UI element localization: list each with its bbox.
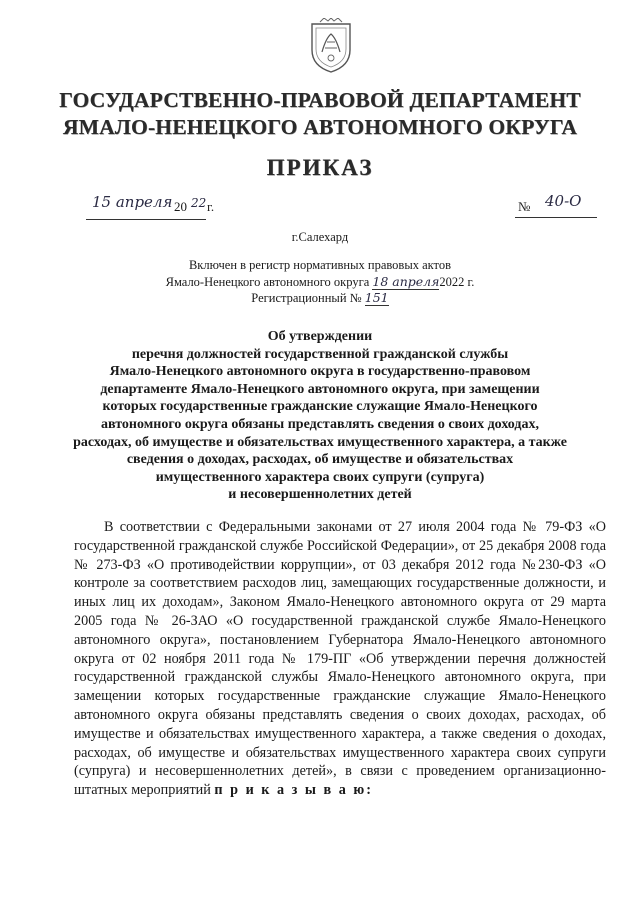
order-number-sign: № [518,199,531,214]
registration-number-label: Регистрационный № [251,291,362,305]
registration-line1: Включен в регистр нормативных правовых актов [188,258,452,272]
order-year-suffix: г. [207,199,215,214]
order-year-prefix: 20 [174,199,187,214]
city-label: г.Салехард [291,230,349,244]
subject-line: имущественного характера своих супруги (супруга) [155,469,485,485]
coat-of-arms-emblem [308,18,354,74]
registration-date-handwritten: 18 апреля [372,274,440,289]
subject-line: Об утверждении [267,329,373,344]
subject-line: сведения о доходах, расходах, об имуществе и обязательствах [126,452,514,468]
order-date-handwritten: 15 апреля [92,193,173,211]
registration-year: 2022 г. [439,275,475,289]
subject-line: расходах, об имуществе и обязательствах имущественного характера, а также [73,434,567,450]
subject-line: которых государственные гражданские служащие Ямало-Ненецкого [102,399,538,415]
order-year-handwritten: 22 [191,196,207,210]
subject-line: перечня должностей государственной гражданской службы [131,346,509,362]
department-name-line1: ГОСУДАРСТВЕННО-ПРАВОВОЙ ДЕПАРТАМЕНТ [59,88,581,112]
order-preamble [74,518,606,800]
order-directive-word: п р и к а з ы в а ю: [214,782,373,799]
registration-line2 [0,274,640,290]
order-number-handwritten: 40-О [545,192,582,210]
preamble-text: В соответствии с Федеральными законами от 27 июля 2004 года № 79-ФЗ «О государственной гражданской службе Российской Федерации», от 25 декабря 2008 года № 273-ФЗ «О противодействии коррупции», от 03 декабря 2012 года №230-ФЗ «О контроле за соответствием расходов лиц, замещающих государственные должности, и иных лиц их доходам», Законом Ямало-Ненецкого автономного округа от 29 марта 2005 года № 26-ЗАО «О государственной гражданской службе Ямало-Ненецкого автономного округа», постановлением Губернатора Ямало-Ненецкого автономного округа от 02 ноября 2011 года № 179-ПГ «Об утверждении перечня должностей государственной гражданской службы Ямало-Ненецкого автономного округа, при замещении которых государственные гражданские служащие Ямало-Ненецкого автономного округа обязаны представлять сведения о своих доходах, расходах, об имуществе и обязательствах имущественного характера, а также сведения о доходах, расходах, об имуществе и обязательствах имущественного характера своих супруги (супруга) и несовершеннолетних детей», в связи с проведением организационно-штатных мероприятий [74,519,606,799]
department-name-line2: ЯМАЛО-НЕНЕЦКОГО АВТОНОМНОГО ОКРУГА [62,115,578,139]
subject-line: автономного округа обязаны представлять сведения о своих доходах, [101,416,539,432]
document-type-heading: ПРИКАЗ [266,155,374,180]
subject-line: и несовершеннолетних детей [228,487,412,503]
subject-line: Ямало-Ненецкого автономного округа в государственно-правовом [109,364,531,380]
preamble-paragraph [74,518,606,800]
registration-line3 [0,290,640,306]
subject-line: департаменте Ямало-Ненецкого автономного округа, при замещении [100,381,540,397]
order-subject [40,328,600,504]
registration-region: Ямало-Ненецкого автономного округа [165,275,370,289]
registration-number-handwritten: 151 [364,290,389,305]
